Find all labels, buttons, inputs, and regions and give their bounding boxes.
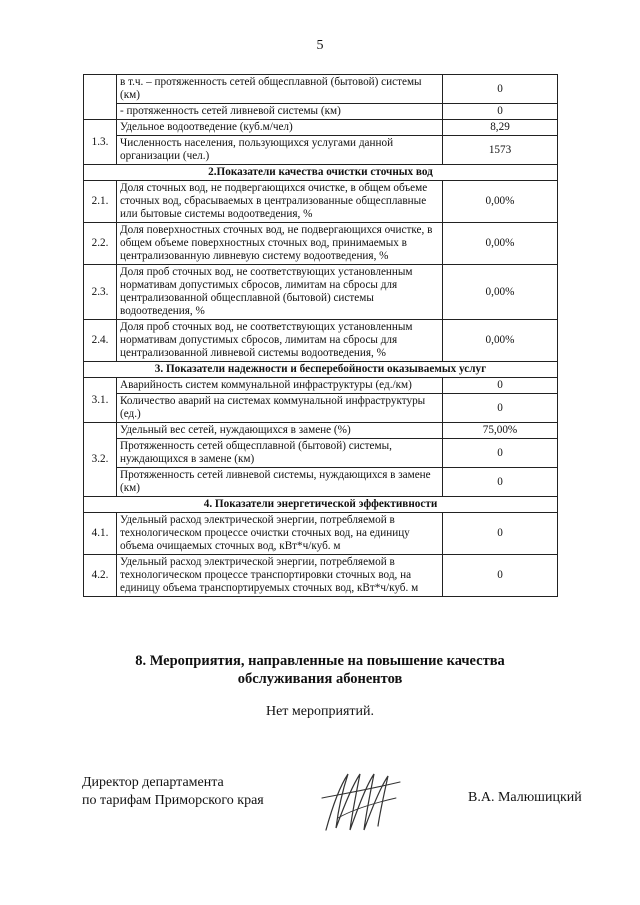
section-8-heading [0,652,640,688]
indicator-label: Удельное водоотведение (куб.м/чел) [117,120,443,136]
indicator-value: 0,00% [443,320,558,362]
table-row [84,181,558,223]
table-row [84,75,558,104]
indicator-value: 0 [443,439,558,468]
indicator-value: 0,00% [443,265,558,320]
indicator-label: Удельный вес сетей, нуждающихся в замене (%) [117,423,443,439]
indicator-label: Доля проб сточных вод, не соответствующих установленным нормативам допустимых сбросов, лимитам на сбросы для централизованной общесплавной (бытовой) системы водоотведения, % [117,265,443,320]
indicator-label: - протяженность сетей ливневой системы (км) [117,104,443,120]
table-row [84,394,558,423]
table-row [84,223,558,265]
row-number-cell: 4.1. [84,513,117,555]
indicator-value: 0,00% [443,223,558,265]
indicator-label: Аварийность систем коммунальной инфраструктуры (ед./км) [117,378,443,394]
indicator-label: Протяженность сетей общесплавной (бытовой) системы, нуждающихся в замене (км) [117,439,443,468]
indicator-label: Доля сточных вод, не подвергающихся очистке, в общем объеме сточных вод, сбрасываемых в централизованные общесплавные или бытовые системы водоотведения, % [117,181,443,223]
row-number-cell: 3.2. [84,423,117,497]
table-row [84,320,558,362]
heading-line: обслуживания абонентов [237,671,403,687]
row-number-cell [84,75,117,120]
table-row [84,104,558,120]
row-number-cell: 1.3. [84,120,117,165]
indicator-value: 0 [443,555,558,597]
indicator-value: 0 [443,104,558,120]
indicator-value: 0,00% [443,181,558,223]
row-number-cell: 2.1. [84,181,117,223]
indicator-label: Доля поверхностных сточных вод, не подвергающихся очистке, в общем объеме поверхностных сточных вод, принимаемых в централизованную ливневую систему водоотведения, % [117,223,443,265]
no-measures-text: Нет мероприятий. [265,704,375,719]
section-title: 3. Показатели надежности и бесперебойности оказываемых услуг [84,362,558,378]
indicator-label: в т.ч. – протяженность сетей общесплавной (бытовой) системы (км) [117,75,443,104]
indicator-label: Удельный расход электрической энергии, потребляемой в технологическом процессе транспортировки сточных вод, на единицу объема транспортируемых сточных вод, кВт*ч/куб. м [117,555,443,597]
table-row [84,265,558,320]
section-header-row [84,165,558,181]
indicator-label: Доля проб сточных вод, не соответствующих установленным нормативам допустимых сбросов, лимитам на сбросы для централизованной ливневой системы водоотведения, % [117,320,443,362]
indicator-value: 0 [443,75,558,104]
indicators-table [83,74,558,597]
section-header-row [84,362,558,378]
indicator-label: Протяженность сетей ливневой системы, нуждающихся в замене (км) [117,468,443,497]
table-row [84,468,558,497]
page-number: 5 [316,38,324,53]
table-row [84,555,558,597]
director-position [82,774,264,810]
indicator-value: 8,29 [443,120,558,136]
signer-name: В.А. Малюшицкий [468,790,582,805]
indicator-value: 1573 [443,136,558,165]
indicator-value: 0 [443,378,558,394]
table-row [84,378,558,394]
position-line: по тарифам Приморского края [82,793,264,808]
table-row [84,423,558,439]
table-row [84,513,558,555]
table-row [84,439,558,468]
heading-line: 8. Мероприятия, направленные на повышение качества [135,653,505,669]
indicator-label: Удельный расход электрической энергии, потребляемой в технологическом процессе очистки сточных вод, на единицу объема очищаемых сточных вод, кВт*ч/куб. м [117,513,443,555]
row-number-cell: 2.2. [84,223,117,265]
row-number-cell: 2.3. [84,265,117,320]
table-row [84,136,558,165]
row-number-cell: 4.2. [84,555,117,597]
position-line: Директор департамента [82,775,224,790]
handwritten-signature [318,768,408,838]
indicator-value: 0 [443,468,558,497]
indicator-value: 0 [443,513,558,555]
section-title: 4. Показатели энергетической эффективности [84,497,558,513]
section-header-row [84,497,558,513]
indicator-value: 0 [443,394,558,423]
section-title: 2.Показатели качества очистки сточных вод [84,165,558,181]
row-number-cell: 2.4. [84,320,117,362]
indicator-label: Количество аварий на системах коммунальной инфраструктуры (ед.) [117,394,443,423]
indicator-label: Численность населения, пользующихся услугами данной организации (чел.) [117,136,443,165]
table-row [84,120,558,136]
indicator-value: 75,00% [443,423,558,439]
row-number-cell: 3.1. [84,378,117,423]
